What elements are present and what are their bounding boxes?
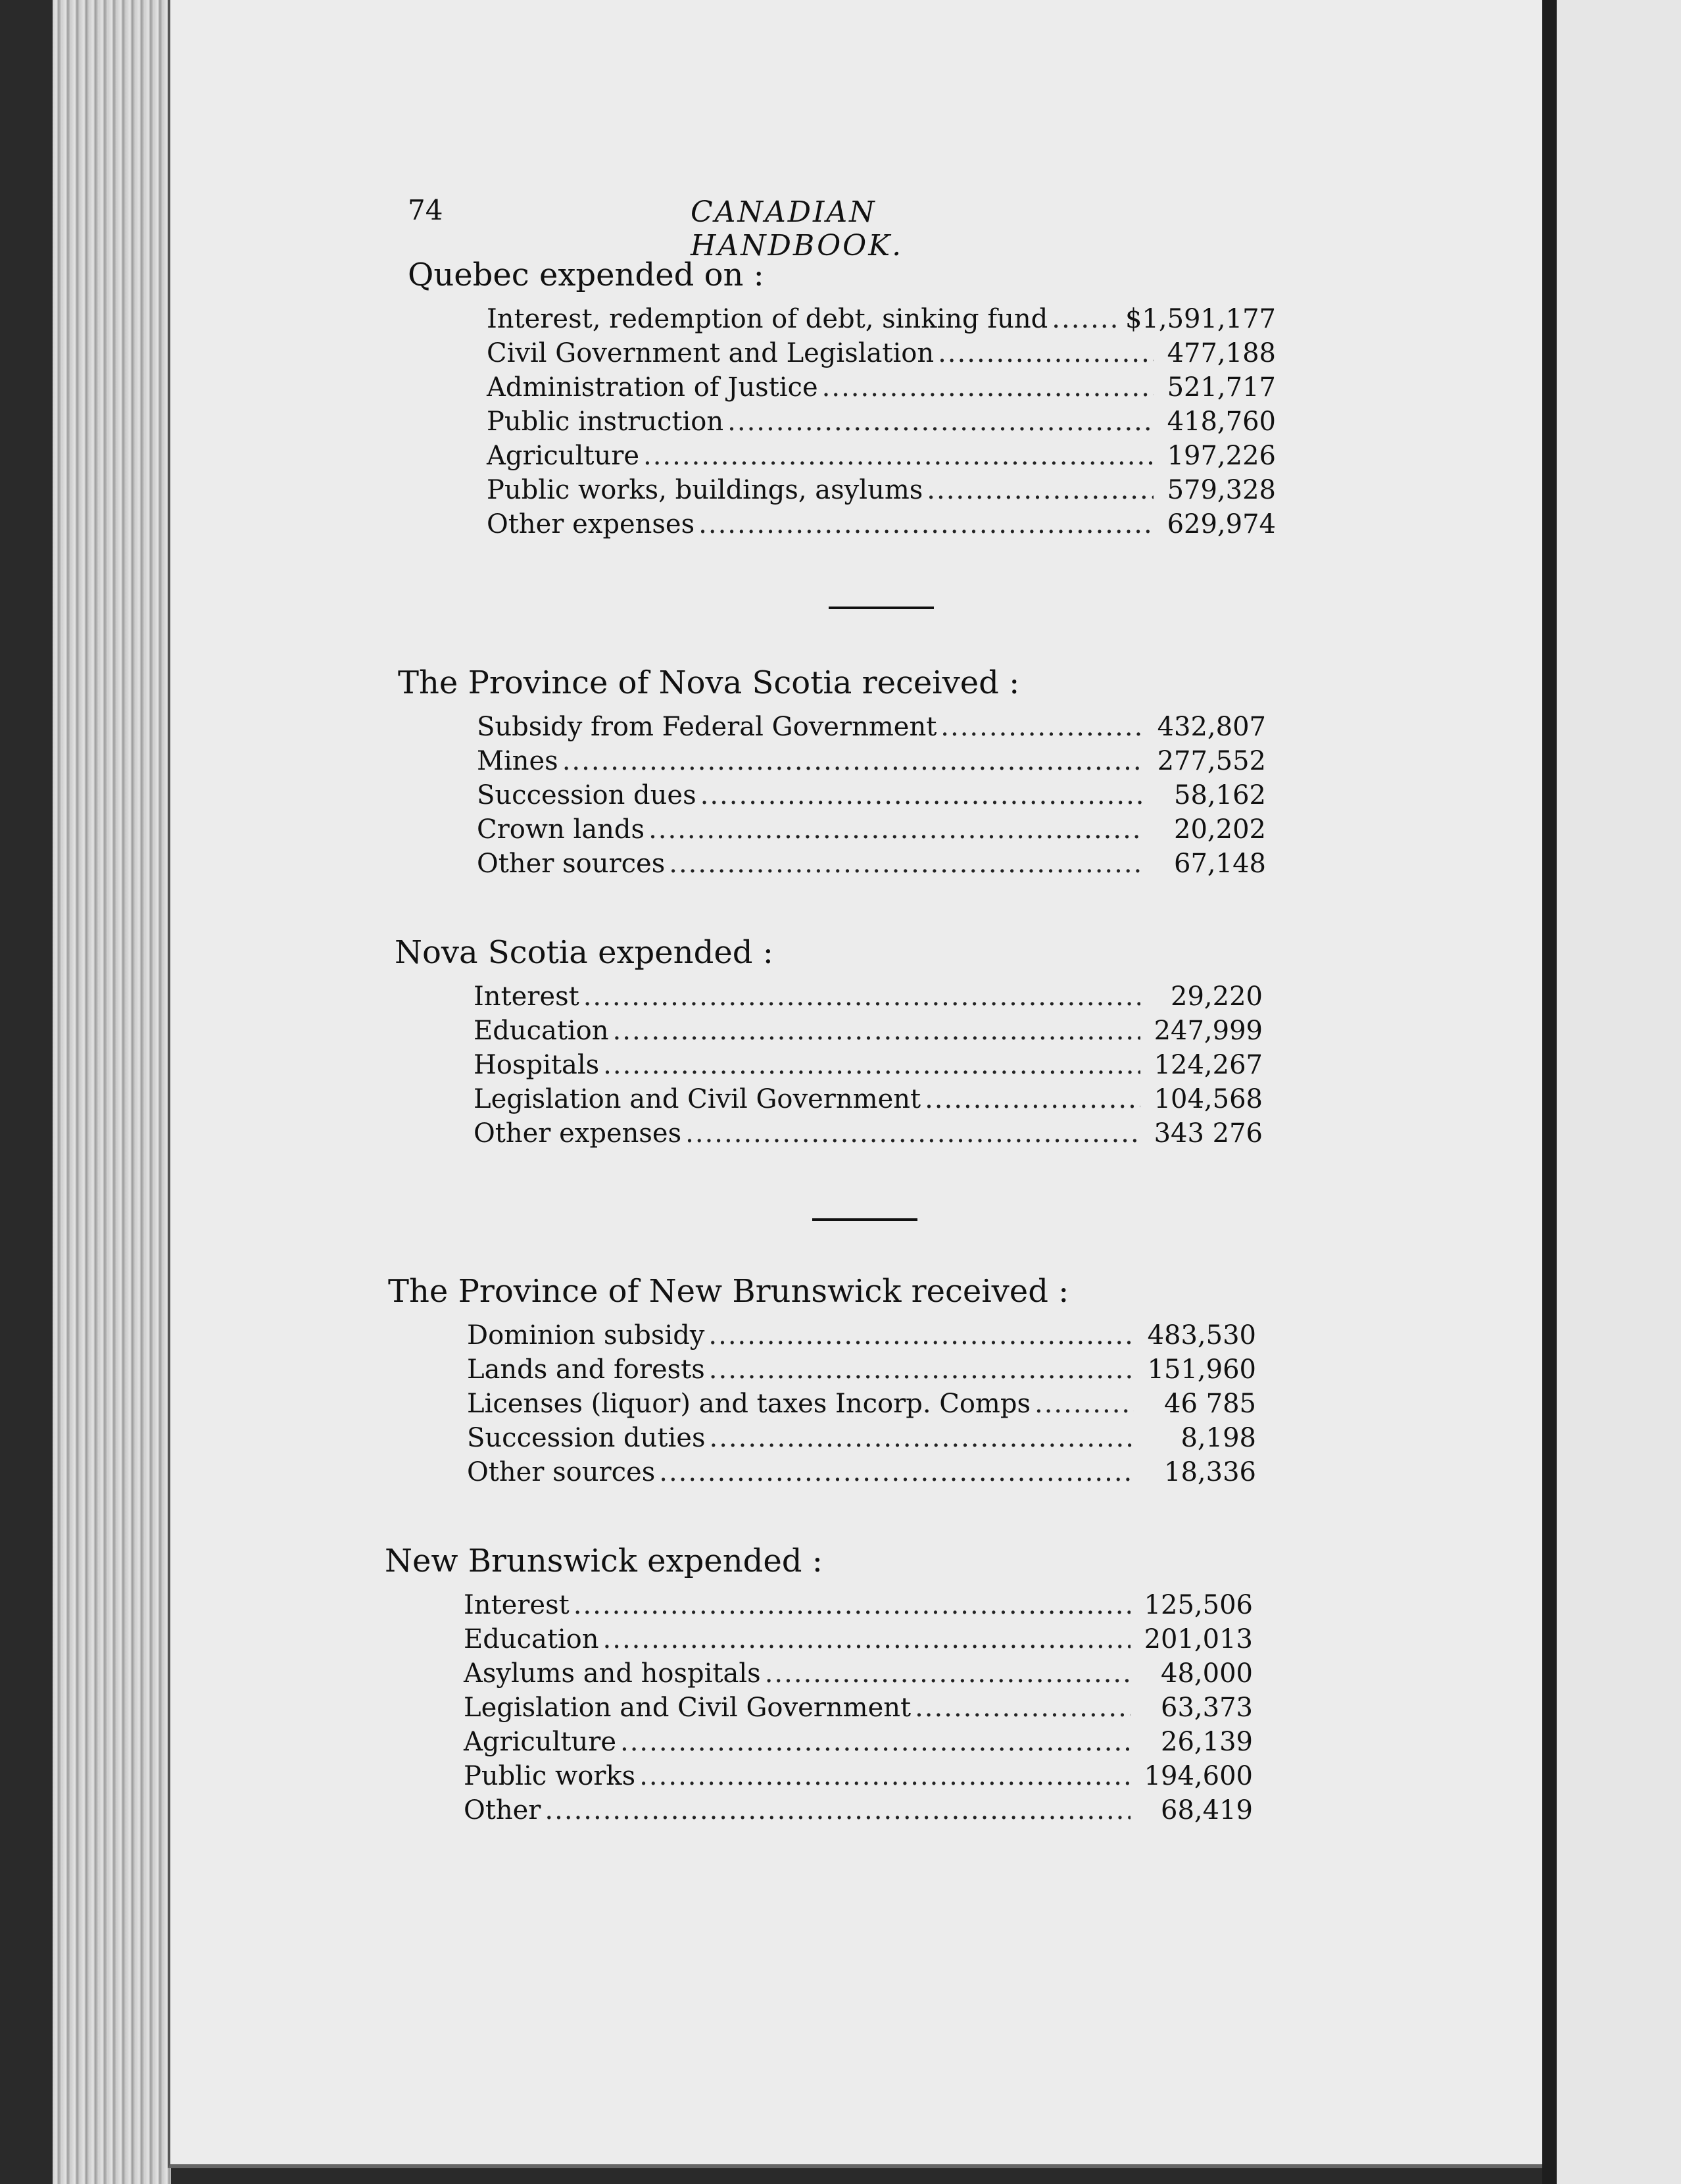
- ledger-row: [477, 814, 1266, 849]
- dot-leader: [603, 1624, 1131, 1654]
- row-label: Legislation and Civil Government: [464, 1693, 912, 1723]
- section-nova-scotia-expended: [395, 934, 1263, 1153]
- section-nova-scotia-received: [398, 664, 1266, 883]
- ledger-row: [467, 1423, 1256, 1457]
- row-label: Interest: [464, 1590, 570, 1620]
- row-value: 197,226: [1167, 441, 1276, 471]
- row-value: 579,328: [1167, 475, 1276, 505]
- section-new-brunswick-expended: [385, 1543, 1253, 1829]
- ledger-row: [474, 1084, 1263, 1118]
- dot-leader: [822, 372, 1154, 403]
- row-label: Asylums and hospitals: [464, 1658, 761, 1689]
- dot-leader: [562, 746, 1144, 776]
- ledger-rows: [487, 304, 1276, 543]
- dot-leader: [545, 1795, 1131, 1825]
- dot-leader: [727, 407, 1154, 437]
- dot-leader: [708, 1320, 1134, 1351]
- row-value: 68,419: [1161, 1795, 1253, 1825]
- ledger-row: [487, 338, 1276, 372]
- running-header: [408, 194, 1085, 262]
- page-number: 74: [408, 194, 443, 226]
- dot-leader: [583, 981, 1140, 1012]
- row-value: 477,188: [1167, 338, 1276, 368]
- row-label: Mines: [477, 746, 558, 776]
- row-value: 201,013: [1144, 1624, 1253, 1654]
- ledger-row: [464, 1795, 1253, 1829]
- section-divider: [829, 607, 934, 609]
- ledger-rows: [464, 1590, 1253, 1829]
- row-label: Legislation and Civil Government: [474, 1084, 921, 1114]
- row-value: 343 276: [1154, 1118, 1263, 1149]
- dot-leader: [1052, 304, 1121, 334]
- dot-leader: [925, 1084, 1140, 1114]
- ledger-rows: [474, 981, 1263, 1153]
- row-value: 125,506: [1144, 1590, 1253, 1620]
- row-label: Civil Government and Legislation: [487, 338, 935, 368]
- row-value: 58,162: [1174, 780, 1266, 810]
- ledger-row: [477, 849, 1266, 883]
- row-label: Public instruction: [487, 407, 724, 437]
- dot-leader: [613, 1016, 1140, 1046]
- dot-leader: [927, 475, 1154, 505]
- dot-leader: [685, 1118, 1140, 1149]
- ledger-row: [464, 1624, 1253, 1658]
- row-label: Agriculture: [464, 1727, 616, 1757]
- dot-leader: [643, 441, 1154, 471]
- row-label: Interest: [474, 981, 579, 1012]
- ledger-row: [474, 1050, 1263, 1084]
- row-label: Education: [474, 1016, 609, 1046]
- row-value: 29,220: [1171, 981, 1263, 1012]
- ledger-row: [464, 1693, 1253, 1727]
- dot-leader: [915, 1693, 1131, 1723]
- section-quebec-expended: [408, 257, 1276, 543]
- row-value: 483,530: [1147, 1320, 1256, 1351]
- row-label: Succession dues: [477, 780, 696, 810]
- ledger-row: [467, 1354, 1256, 1389]
- section-heading: New Brunswick expended :: [385, 1543, 823, 1579]
- dot-leader: [659, 1457, 1134, 1487]
- ledger-row: [464, 1590, 1253, 1624]
- section-heading: Nova Scotia expended :: [395, 934, 773, 971]
- next-page-margin: [1557, 0, 1681, 2184]
- ledger-row: [477, 746, 1266, 780]
- row-label: Subsidy from Federal Government: [477, 712, 937, 742]
- dot-leader: [1035, 1389, 1134, 1419]
- dot-leader: [669, 849, 1144, 879]
- row-value: 418,760: [1167, 407, 1276, 437]
- row-label: Licenses (liquor) and taxes Incorp. Comps: [467, 1389, 1031, 1419]
- row-label: Public works: [464, 1761, 636, 1791]
- row-value: 104,568: [1154, 1084, 1263, 1114]
- row-value: 521,717: [1167, 372, 1276, 403]
- dot-leader: [709, 1354, 1134, 1385]
- ledger-row: [477, 780, 1266, 814]
- ledger-rows: [477, 712, 1266, 883]
- row-value: 67,148: [1174, 849, 1266, 879]
- row-label: Other expenses: [487, 509, 695, 539]
- row-value: 18,336: [1164, 1457, 1256, 1487]
- row-label: Hospitals: [474, 1050, 600, 1080]
- row-label: Agriculture: [487, 441, 639, 471]
- ledger-row: [464, 1761, 1253, 1795]
- dot-leader: [940, 712, 1144, 742]
- dot-leader: [603, 1050, 1140, 1080]
- ledger-row: [487, 475, 1276, 509]
- dot-leader: [765, 1658, 1131, 1689]
- row-label: Interest, redemption of debt, sinking fund: [487, 304, 1048, 334]
- row-value: 63,373: [1161, 1693, 1253, 1723]
- row-value: 26,139: [1161, 1727, 1253, 1757]
- section-heading: Quebec expended on :: [408, 257, 764, 293]
- dot-leader: [573, 1590, 1131, 1620]
- row-value: $1,591,177: [1125, 304, 1276, 334]
- ledger-row: [474, 1118, 1263, 1153]
- section-heading: The Province of New Brunswick received :: [388, 1273, 1069, 1310]
- dot-leader: [700, 780, 1144, 810]
- row-value: 629,974: [1167, 509, 1276, 539]
- row-value: 247,999: [1154, 1016, 1263, 1046]
- row-value: 151,960: [1147, 1354, 1256, 1385]
- row-label: Other expenses: [474, 1118, 682, 1149]
- dot-leader: [698, 509, 1154, 539]
- ledger-row: [487, 407, 1276, 441]
- ledger-row: [467, 1457, 1256, 1491]
- dot-leader: [938, 338, 1154, 368]
- row-value: 432,807: [1157, 712, 1266, 742]
- row-value: 194,600: [1144, 1761, 1253, 1791]
- ledger-row: [474, 981, 1263, 1016]
- row-label: Dominion subsidy: [467, 1320, 705, 1351]
- ledger-row: [464, 1727, 1253, 1761]
- running-title: CANADIAN HANDBOOK.: [691, 195, 904, 262]
- row-value: 277,552: [1157, 746, 1266, 776]
- row-value: 48,000: [1161, 1658, 1253, 1689]
- section-divider: [812, 1218, 917, 1221]
- row-label: Other: [464, 1795, 541, 1825]
- row-label: Other sources: [477, 849, 666, 879]
- ledger-row: [487, 372, 1276, 407]
- row-label: Education: [464, 1624, 599, 1654]
- ledger-row: [487, 441, 1276, 475]
- row-value: 124,267: [1154, 1050, 1263, 1080]
- ledger-row: [464, 1658, 1253, 1693]
- section-heading: The Province of Nova Scotia received :: [398, 664, 1020, 701]
- ledger-row: [467, 1320, 1256, 1354]
- row-value: 8,198: [1181, 1423, 1256, 1453]
- row-value: 46 785: [1164, 1389, 1256, 1419]
- row-label: Lands and forests: [467, 1354, 705, 1385]
- dot-leader: [709, 1423, 1134, 1453]
- ledger-row: [474, 1016, 1263, 1050]
- row-label: Crown lands: [477, 814, 645, 845]
- ledger-row: [487, 304, 1276, 338]
- row-label: Other sources: [467, 1457, 656, 1487]
- row-label: Administration of Justice: [487, 372, 818, 403]
- page-edges-stack: [53, 0, 171, 2184]
- dot-leader: [639, 1761, 1131, 1791]
- ledger-rows: [467, 1320, 1256, 1491]
- section-new-brunswick-received: [388, 1273, 1256, 1491]
- ledger-row: [467, 1389, 1256, 1423]
- row-label: Succession duties: [467, 1423, 706, 1453]
- ledger-row: [477, 712, 1266, 746]
- dot-leader: [648, 814, 1144, 845]
- ledger-row: [487, 509, 1276, 543]
- row-label: Public works, buildings, asylums: [487, 475, 923, 505]
- row-value: 20,202: [1174, 814, 1266, 845]
- book-gutter: [1542, 0, 1557, 2184]
- dot-leader: [620, 1727, 1131, 1757]
